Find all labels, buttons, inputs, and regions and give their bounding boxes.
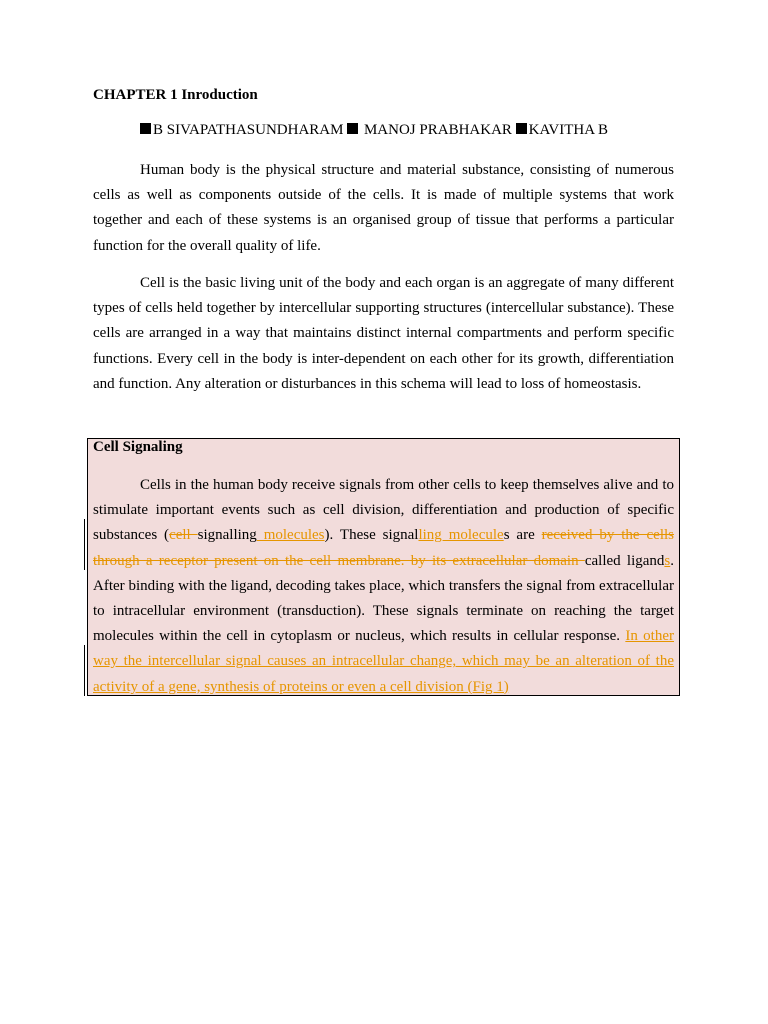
intro-paragraph[interactable]: Human body is the physical structure and material substance, consisting of numerous cells as well as components outside of the cells. It is made of multiple systems that work together and each of these systems is an organised group of tissue that performs a particular function for the overall quality of life.: [93, 162, 674, 254]
author-name: MANOJ PRABHAKAR: [360, 122, 512, 138]
change-bar: [84, 645, 85, 696]
author-line: [140, 122, 608, 139]
tracked-deletion: cell: [169, 527, 198, 544]
author-name: B SIVAPATHASUNDHARAM: [153, 122, 344, 138]
author-name: KAVITHA B: [528, 122, 608, 138]
body-text: signalling: [197, 527, 257, 544]
body-text: Cells in the human body receive signals from other cells to keep themselves alive and to stimulate important events such as cell division, differentiation and production of specific substances (: [93, 477, 674, 544]
tracked-insertion: ling molecule: [418, 527, 504, 544]
tracked-insertion: In other way the intercellular signal causes an intracellular change, which may be an alteration of the activity of a gene, synthesis of proteins or even a cell division (Fig 1): [93, 628, 674, 695]
author-marker-icon: [347, 123, 358, 134]
tracked-insertion: s: [664, 552, 671, 569]
change-bar: [84, 519, 85, 570]
tracked-deletion: received by the cells through a receptor present on the cell membrane. by its extracellular domain: [93, 527, 674, 569]
author-marker-icon: [516, 123, 527, 134]
chapter-title: CHAPTER 1 Inroduction: [93, 87, 258, 103]
tracked-insertion: molecules: [256, 527, 325, 544]
body-text: s are: [503, 527, 542, 544]
author-marker-icon: [140, 123, 151, 134]
section-heading: Cell Signaling: [93, 439, 183, 455]
body-text: called ligand: [584, 552, 665, 569]
body-text: . After binding with the ligand, decoding takes place, which transfers the signal from extracellular to intracellular environment (transduction). These signals terminate on reaching the target molecules within the cell in cytoplasm or nucleus, which results in cellular response.: [93, 552, 674, 645]
body-text: ). These signal: [324, 527, 419, 544]
cell-signaling-paragraph[interactable]: [93, 473, 674, 700]
cell-paragraph[interactable]: Cell is the basic living unit of the body and each organ is an aggregate of many different types of cells held together by intercellular supporting structures (intercellular substance). These cells are arranged in a way that maintains distinct internal compartments and perform specific functions. Every cell in the body is inter-dependent on each other for its growth, differentiation and function. Any alteration or disturbances in this schema will lead to loss of homeostasis.: [93, 275, 674, 392]
